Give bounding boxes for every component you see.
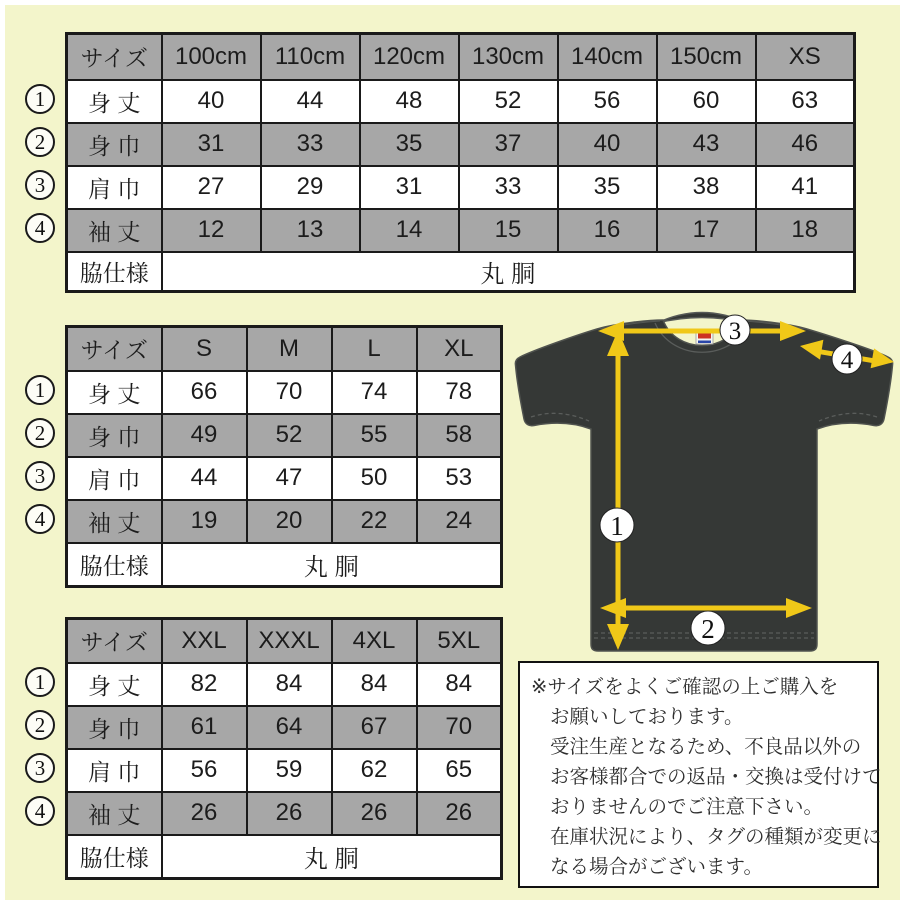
measurement-value: 67 [332,706,417,749]
measurement-value: 19 [162,500,247,543]
measurement-value: 31 [360,166,459,209]
shirt-marker-1 [600,508,634,542]
measurement-value: 64 [247,706,332,749]
measurement-value: 41 [756,166,855,209]
measurement-value: 47 [247,457,332,500]
measurement-value: 63 [756,80,855,123]
measurement-row-label: 身 丈 [67,371,162,414]
side-spec-value: 丸 胴 [162,543,502,587]
measurement-value: 58 [417,414,502,457]
measurement-value: 17 [657,209,756,252]
marker-2-body-width: 2 [25,127,55,157]
measurement-value: 38 [657,166,756,209]
measurement-value: 18 [756,209,855,252]
measurement-value: 26 [332,792,417,835]
measurement-value: 29 [261,166,360,209]
measurement-row-label: 袖 丈 [67,792,162,835]
measurement-value: 56 [162,749,247,792]
marker-1-body-length: 1 [25,375,55,405]
measurement-value: 26 [162,792,247,835]
note-line: 受注生産となるため、不良品以外の [550,736,862,758]
measurement-value: 35 [558,166,657,209]
measurement-value: 60 [657,80,756,123]
measurement-value: 52 [459,80,558,123]
measurement-row-label: 肩 巾 [67,749,162,792]
svg-text:3: 3 [728,318,742,345]
measurement-value: 50 [332,457,417,500]
measurement-value: 78 [417,371,502,414]
size-column-header: 140cm [558,34,657,80]
shirt-marker-3 [720,315,750,345]
tshirt-measurement-diagram [500,298,900,662]
measurement-value: 31 [162,123,261,166]
svg-text:4: 4 [840,347,854,374]
measurement-value: 84 [332,663,417,706]
size-column-header: XL [417,327,502,371]
marker-3-shoulder-width: 3 [25,461,55,491]
size-column-header: 100cm [162,34,261,80]
measurement-value: 84 [417,663,502,706]
measurement-value: 40 [162,80,261,123]
size-header-label: サイズ [67,619,162,663]
marker-2-body-width: 2 [25,418,55,448]
left-white-edge [0,0,5,900]
note-line: お客様都合での返品・交換は受付けて [550,766,882,788]
purchase-note-box [518,661,882,888]
size-column-header: 150cm [657,34,756,80]
measurement-row-label: 身 巾 [67,414,162,457]
adult-size-table [65,325,503,588]
measurement-value: 14 [360,209,459,252]
side-spec-value: 丸 胴 [162,835,502,879]
measurement-value: 49 [162,414,247,457]
size-column-header: 110cm [261,34,360,80]
size-column-header: 120cm [360,34,459,80]
size-column-header: 4XL [332,619,417,663]
marker-3-shoulder-width: 3 [25,170,55,200]
note-line: 在庫状況により、タグの種類が変更に [550,826,882,848]
measurement-value: 26 [417,792,502,835]
marker-3-shoulder-width: 3 [25,753,55,783]
measurement-row-label: 肩 巾 [67,457,162,500]
measurement-value: 33 [459,166,558,209]
measurement-value: 59 [247,749,332,792]
measurement-value: 33 [261,123,360,166]
marker-2-body-width: 2 [25,710,55,740]
measurement-row-label: 身 丈 [67,80,162,123]
measurement-value: 66 [162,371,247,414]
size-column-header: XS [756,34,855,80]
size-column-header: L [332,327,417,371]
measurement-value: 13 [261,209,360,252]
measurement-value: 65 [417,749,502,792]
side-spec-label: 脇仕様 [67,835,162,879]
svg-text:2: 2 [701,614,715,644]
measurement-row-label: 身 巾 [67,706,162,749]
measurement-value: 22 [332,500,417,543]
note-line: おりませんのでご注意下さい。 [550,796,824,818]
size-column-header: 130cm [459,34,558,80]
measurement-value: 37 [459,123,558,166]
side-spec-label: 脇仕様 [67,252,162,292]
side-spec-value: 丸 胴 [162,252,855,292]
size-column-header: XXL [162,619,247,663]
measurement-value: 16 [558,209,657,252]
measurement-value: 61 [162,706,247,749]
measurement-value: 43 [657,123,756,166]
svg-text:1: 1 [610,511,624,541]
measurement-value: 82 [162,663,247,706]
plus-size-table [65,617,503,880]
measurement-value: 70 [417,706,502,749]
measurement-value: 62 [332,749,417,792]
measurement-value: 24 [417,500,502,543]
measurement-value: 46 [756,123,855,166]
note-line: ※サイズをよくご確認の上ご購入を [531,676,839,698]
kids-size-table [65,32,856,293]
marker-4-sleeve-length: 4 [25,504,55,534]
measurement-value: 52 [247,414,332,457]
measurement-value: 70 [247,371,332,414]
measurement-value: 53 [417,457,502,500]
size-header-label: サイズ [67,34,162,80]
measurement-value: 44 [261,80,360,123]
shirt-marker-2 [691,611,725,645]
measurement-value: 56 [558,80,657,123]
measurement-value: 20 [247,500,332,543]
measurement-value: 84 [247,663,332,706]
marker-1-body-length: 1 [25,667,55,697]
shirt-marker-4 [832,344,862,374]
marker-4-sleeve-length: 4 [25,213,55,243]
measurement-value: 15 [459,209,558,252]
size-column-header: XXXL [247,619,332,663]
marker-1-body-length: 1 [25,84,55,114]
measurement-value: 35 [360,123,459,166]
measurement-value: 40 [558,123,657,166]
size-column-header: M [247,327,332,371]
measurement-value: 26 [247,792,332,835]
note-line: なる場合がございます。 [550,856,763,878]
size-column-header: 5XL [417,619,502,663]
side-spec-label: 脇仕様 [67,543,162,587]
marker-4-sleeve-length: 4 [25,796,55,826]
size-column-header: S [162,327,247,371]
note-line: お願いしております。 [550,706,744,728]
measurement-value: 27 [162,166,261,209]
measurement-row-label: 袖 丈 [67,500,162,543]
measurement-value: 48 [360,80,459,123]
measurement-row-label: 袖 丈 [67,209,162,252]
measurement-row-label: 身 巾 [67,123,162,166]
measurement-value: 55 [332,414,417,457]
measurement-value: 44 [162,457,247,500]
top-white-edge [0,0,900,5]
size-header-label: サイズ [67,327,162,371]
measurement-row-label: 身 丈 [67,663,162,706]
measurement-value: 74 [332,371,417,414]
measurement-row-label: 肩 巾 [67,166,162,209]
measurement-value: 12 [162,209,261,252]
